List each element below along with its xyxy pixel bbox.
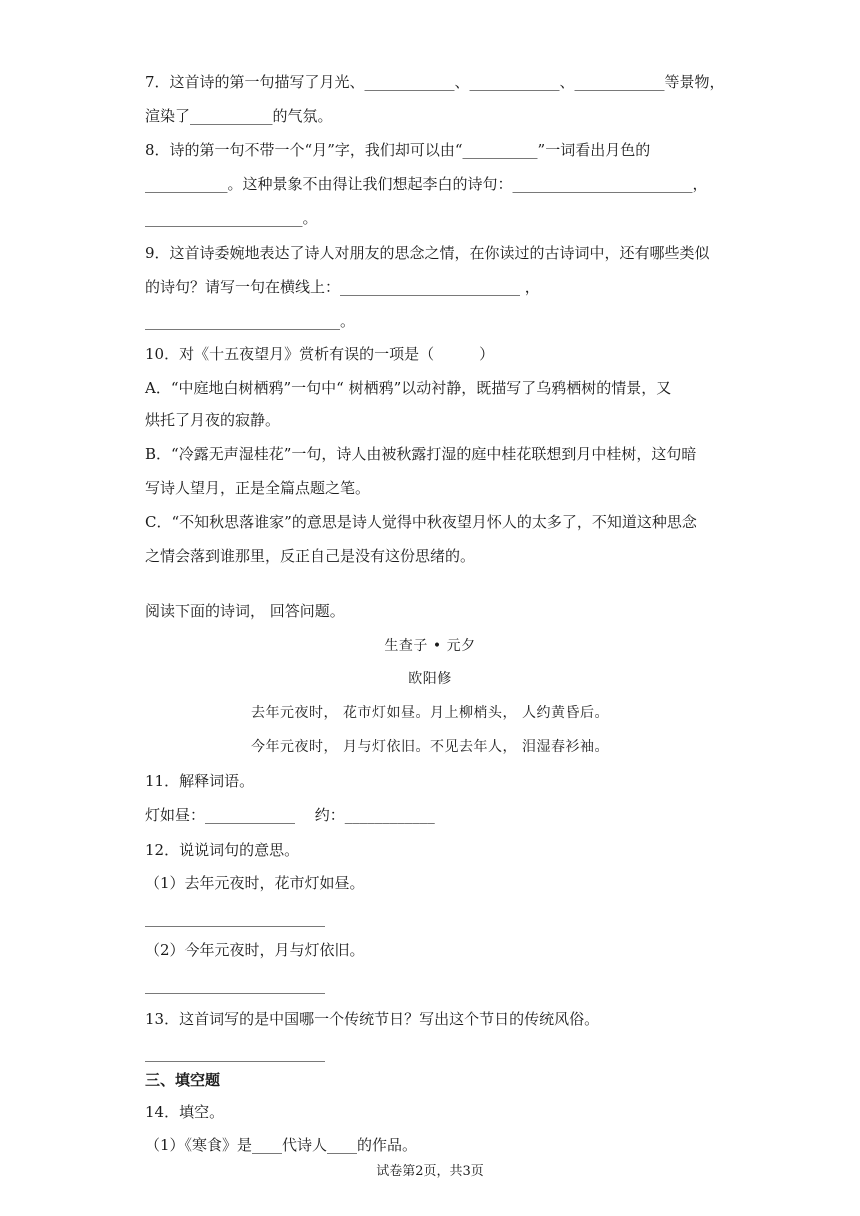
section-heading: 三、填空题 [145, 1071, 221, 1089]
q12-part1-blank: ________________________ [145, 909, 325, 927]
q12-part1: （1）去年元夜时，花市灯如昼。 [145, 874, 365, 892]
q10-stem: 10．对《十五夜望月》赏析有误的一项是（ ） [145, 345, 495, 363]
q9-line3: __________________________。 [145, 312, 356, 330]
q14-stem: 14．填空。 [145, 1103, 225, 1121]
q12-stem: 12．说说词句的意思。 [145, 841, 300, 859]
q10-option-a-line2: 烘托了月夜的寂静。 [145, 411, 281, 429]
q12-part2: （2）今年元夜时，月与灯依旧。 [145, 941, 365, 959]
page-footer: 试卷第2页，共3页 [376, 1164, 484, 1179]
reading-intro: 阅读下面的诗词， 回答问题。 [145, 602, 345, 620]
q13-stem: 13．这首词写的是中国哪一个传统节日？写出这个节日的传统风俗。 [145, 1010, 600, 1028]
poem-line1: 去年元夜时， 花市灯如昼。月上柳梢头， 人约黄昏后。 [251, 705, 609, 721]
q14-part1: （1）《寒食》是____代诗人____的作品。 [145, 1136, 418, 1154]
q11-stem: 11．解释词语。 [145, 772, 255, 790]
q9-line2: 的诗句？请写一句在横线上：________________________ ， [145, 278, 540, 296]
poem-line2: 今年元夜时， 月与灯依旧。不见去年人， 泪湿春衫袖。 [251, 739, 609, 755]
q9-line1: 9．这首诗委婉地表达了诗人对朋友的思念之情，在你读过的古诗词中，还有哪些类似 [145, 244, 710, 262]
q10-option-c-line2: 之情会落到谁那里，反正自己是没有这份思绪的。 [145, 547, 476, 565]
q12-part2-blank: ________________________ [145, 976, 325, 994]
q8-line1: 8．诗的第一句不带一个“月”字，我们却可以由“__________”一词看出月色的 [145, 141, 651, 159]
q10-option-c-line1: C．“不知秋思落谁家”的意思是诗人觉得中秋夜望月怀人的太多了，不知道这种思念 [145, 513, 697, 531]
q7-line1: 7．这首诗的第一句描写了月光、____________、____________、____________等景物， [145, 73, 725, 91]
q13-blank: ________________________ [145, 1044, 325, 1062]
q8-line2: ___________。这种景象不由得让我们想起李白的诗句：________________________， [145, 175, 708, 193]
q11-items: 灯如昼：____________ 约：____________ [145, 806, 435, 824]
q10-option-a-line1: A．“中庭地白树栖鸦”一句中“ 树栖鸦”以动衬静，既描写了乌鸦栖树的情景，又 [145, 379, 672, 397]
q10-option-b-line2: 写诗人望月，正是全篇点题之笔。 [145, 479, 371, 497]
q7-line2: 渲染了___________的气氛。 [145, 107, 333, 125]
poem-title: 生查子 • 元夕 [384, 638, 476, 654]
poem-author: 欧阳修 [408, 671, 452, 687]
q10-option-b-line1: B．“冷露无声湿桂花”一句，诗人由被秋露打湿的庭中桂花联想到月中桂树，这句暗 [145, 445, 697, 463]
q8-line3: _____________________。 [145, 209, 318, 227]
